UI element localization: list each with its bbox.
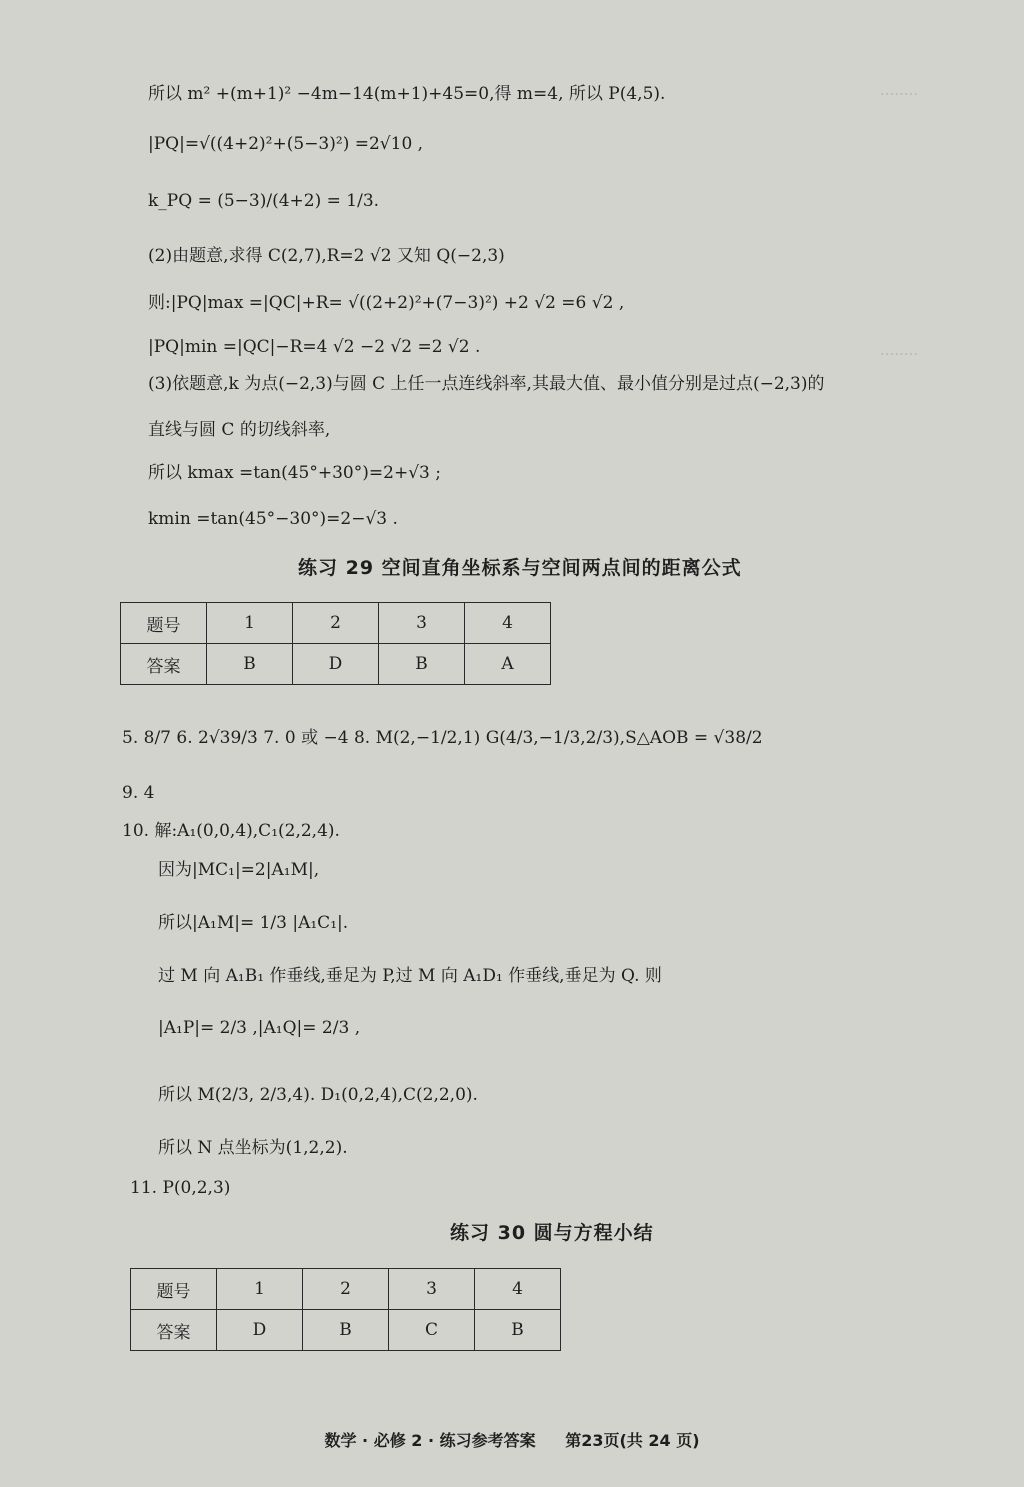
text-line: 所以 m² +(m+1)² −4m−14(m+1)+45=0,得 m=4, 所以 P(4,5). — [148, 84, 666, 104]
text-line: (3)依题意,k 为点(−2,3)与圆 C 上任一点连线斜率,其最大值、最小值分别是过点(−2,3)的 — [148, 374, 825, 394]
table-cell: B — [475, 1310, 561, 1351]
table-cell: B — [303, 1310, 389, 1351]
table-cell: 2 — [293, 603, 379, 644]
table-cell: D — [293, 644, 379, 685]
table-cell: 1 — [207, 603, 293, 644]
footer-subject: 数学 · 必修 2 · 练习参考答案 — [324, 1431, 536, 1450]
text-line: 10. 解:A₁(0,0,4),C₁(2,2,4). — [122, 821, 340, 841]
text-line: 直线与圆 C 的切线斜率, — [148, 420, 331, 440]
text-line: kmin =tan(45°−30°)=2−√3 . — [148, 509, 398, 529]
table-row — [121, 644, 551, 685]
text-line: 所以 M(2/3, 2/3,4). D₁(0,2,4),C(2,2,0). — [158, 1085, 478, 1105]
table-row — [121, 603, 551, 644]
table-cell: 1 — [217, 1269, 303, 1310]
text-line: 所以 kmax =tan(45°+30°)=2+√3 ; — [148, 463, 441, 483]
section-title: 练习 30 圆与方程小结 — [450, 1222, 654, 1244]
text-line: 所以 N 点坐标为(1,2,2). — [158, 1138, 348, 1158]
text-line: 11. P(0,2,3) — [130, 1178, 231, 1198]
section-title: 练习 29 空间直角坐标系与空间两点间的距离公式 — [298, 557, 742, 579]
table-cell: B — [379, 644, 465, 685]
table-cell: A — [465, 644, 551, 685]
table-row — [131, 1269, 561, 1310]
text-line: |PQ|min =|QC|−R=4 √2 −2 √2 =2 √2 . — [148, 337, 481, 357]
text-line: |A₁P|= 2/3 ,|A₁Q|= 2/3 , — [158, 1018, 361, 1038]
table-header-cell: 题号 — [121, 603, 207, 644]
text-line: 过 M 向 A₁B₁ 作垂线,垂足为 P,过 M 向 A₁D₁ 作垂线,垂足为 Q. 则 — [158, 966, 662, 986]
text-line: 因为|MC₁|=2|A₁M|, — [158, 860, 320, 880]
text-line: 所以|A₁M|= 1/3 |A₁C₁|. — [158, 913, 349, 933]
table-cell: 2 — [303, 1269, 389, 1310]
text-line: |PQ|=√((4+2)²+(5−3)²) =2√10 , — [148, 134, 424, 154]
text-line: 9. 4 — [122, 783, 155, 803]
bleed-through-text: ········ — [880, 345, 919, 363]
text-line: 则:|PQ|max =|QC|+R= √((2+2)²+(7−3)²) +2 √2 =6 √2 , — [148, 293, 625, 313]
table-header-cell: 题号 — [131, 1269, 217, 1310]
page-footer — [0, 1428, 1024, 1451]
table-cell: 4 — [465, 603, 551, 644]
bleed-through-text: ········ — [880, 85, 919, 103]
text-line: 5. 8/7 6. 2√39/3 7. 0 或 −4 8. M(2,−1/2,1) G(4/3,−1/3,2/3),S△AOB = √38/2 — [122, 728, 763, 748]
answer-table — [120, 602, 551, 685]
table-cell: 3 — [379, 603, 465, 644]
table-cell: C — [389, 1310, 475, 1351]
table-cell: D — [217, 1310, 303, 1351]
table-cell: 3 — [389, 1269, 475, 1310]
table-header-cell: 答案 — [131, 1310, 217, 1351]
text-line: k_PQ = (5−3)/(4+2) = 1/3. — [148, 191, 380, 211]
table-cell: B — [207, 644, 293, 685]
table-row — [131, 1310, 561, 1351]
table-header-cell: 答案 — [121, 644, 207, 685]
table-cell: 4 — [475, 1269, 561, 1310]
footer-page-number: 第23页(共 24 页) — [565, 1431, 700, 1450]
answer-table — [130, 1268, 561, 1351]
text-line: (2)由题意,求得 C(2,7),R=2 √2 又知 Q(−2,3) — [148, 246, 505, 266]
